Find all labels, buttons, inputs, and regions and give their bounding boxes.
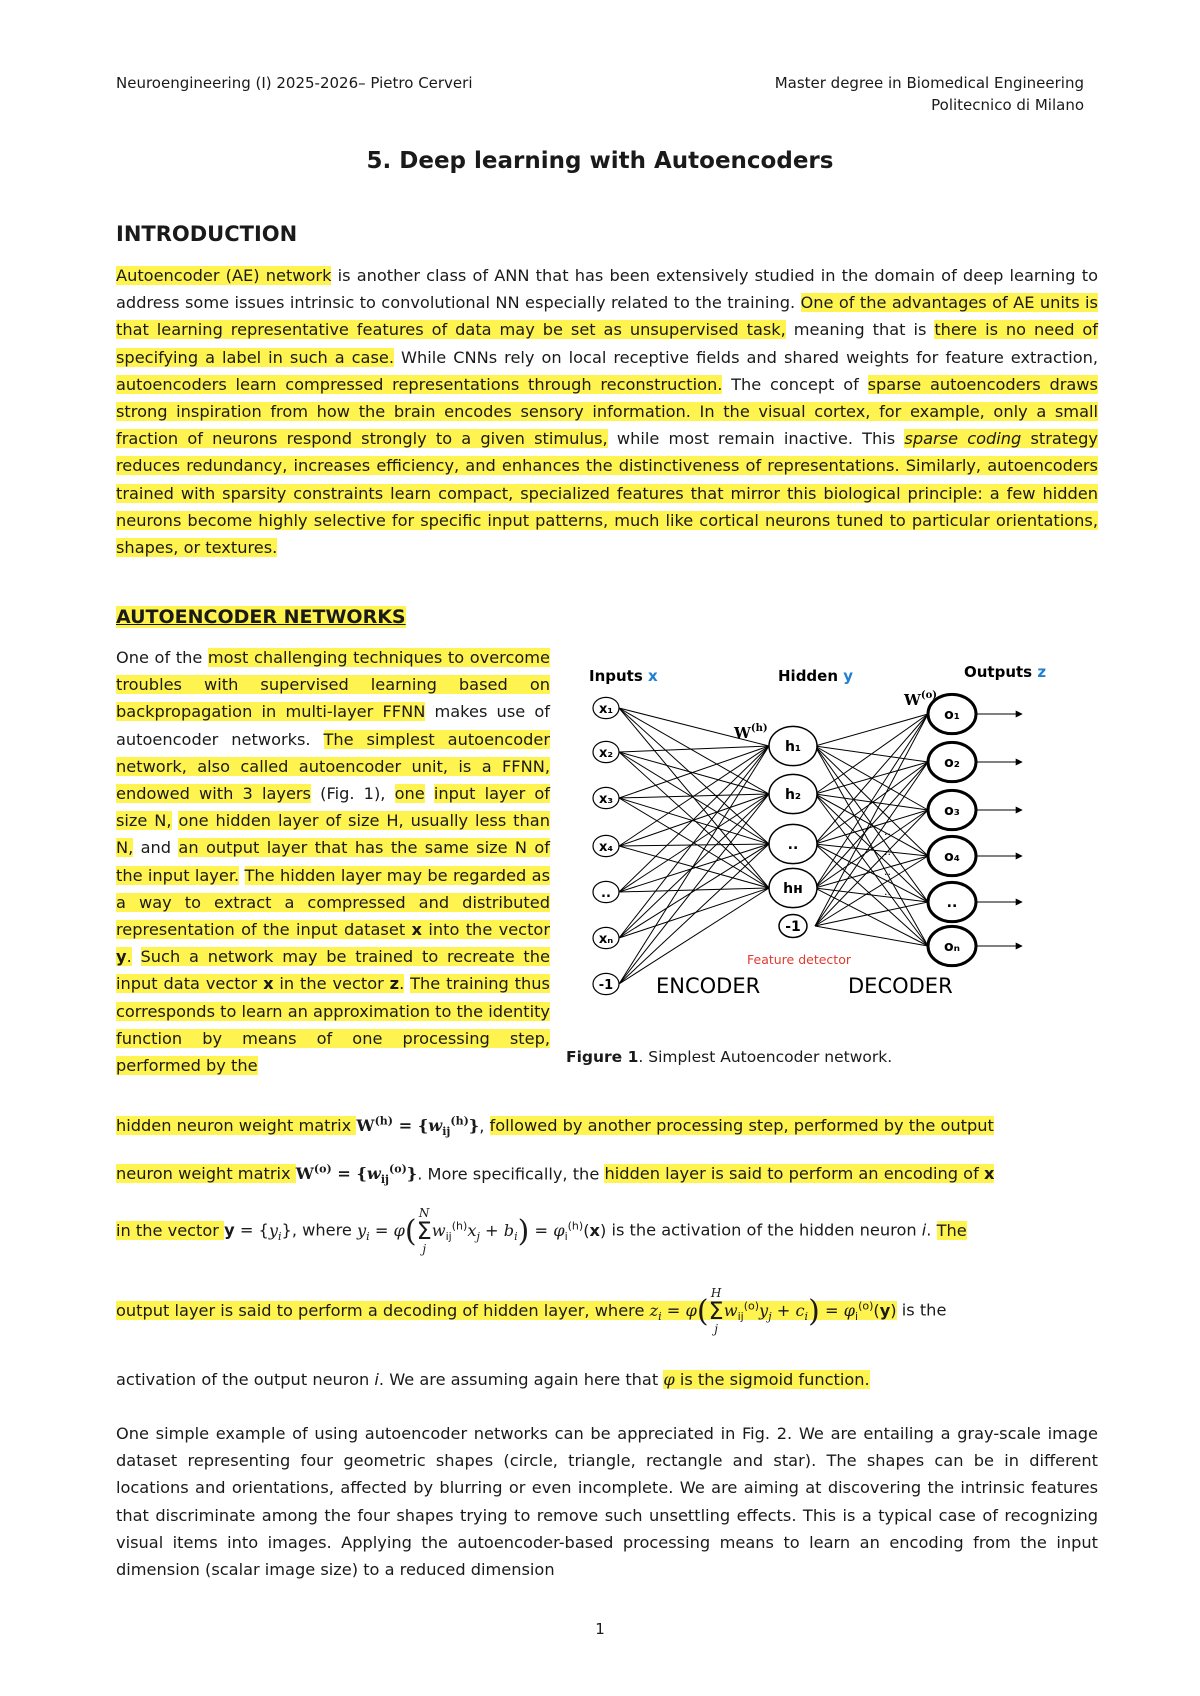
hl-text: The training thus corresponds to learn an approximation to the identity function by means of one processing step, performed by the: [116, 974, 550, 1076]
hl-text: Autoencoder (AE) network: [116, 266, 332, 285]
input-node: [593, 697, 619, 718]
ellipsis-dot: ··: [884, 868, 891, 881]
hidden-node-label: ..: [787, 837, 799, 853]
hl-text: φ is the sigmoid function.: [663, 1370, 870, 1389]
network-nodes: [593, 694, 976, 994]
page-number: 1: [595, 1620, 605, 1638]
edge-hidden-output: [815, 856, 928, 888]
figure-caption: [566, 1048, 892, 1066]
text: While CNNs rely on local receptive fields and shared weights for feature extraction,: [394, 347, 1098, 367]
input-node-label: x₄: [598, 840, 614, 855]
input-node: [593, 741, 619, 762]
text: i: [374, 1370, 379, 1389]
section-heading-autoencoder-networks: AUTOENCODER NETWORKS: [116, 606, 406, 628]
input-node-label: xₙ: [598, 932, 614, 947]
output-node-label: o₃: [944, 803, 960, 819]
encoder-label: ENCODER: [656, 974, 761, 998]
edge-hidden-output: [815, 794, 928, 902]
autoencoder-paragraph: [116, 644, 550, 1079]
hl-text: One of the advantages of AE units is that learning representative features of data may be set as unsupervised task,: [116, 293, 1098, 340]
emphasis-sparse-coding: sparse coding: [904, 429, 1022, 449]
input-node-label: x₁: [598, 702, 614, 717]
input-node: [593, 881, 619, 902]
output-node: [928, 790, 976, 829]
hl-text: most challenging techniques to overcome troubles with supervised learning based on backpropagation in multi-layer FFNN: [116, 648, 550, 722]
output-node-label: oₙ: [944, 939, 960, 955]
hidden-node: [769, 726, 817, 765]
text: is the activation of the hidden neuron: [606, 1220, 922, 1240]
output-node-label: o₄: [944, 849, 960, 865]
hl-text: neuron weight matrix: [116, 1164, 296, 1184]
vector-z: z: [389, 974, 400, 994]
vector-x: x: [411, 920, 422, 940]
text: .: [399, 974, 405, 994]
header-university: Politecnico di Milano: [931, 96, 1084, 114]
output-node-label: ..: [946, 895, 958, 911]
text: Such a network may be trained to recreate the input data vector: [116, 947, 551, 994]
outputs-var: z: [1037, 663, 1047, 681]
intro-paragraph: [116, 262, 1098, 561]
hl-text: The simplest autoencoder network, also called autoencoder unit, is a FFNN, endowed with 3 layers: [116, 729, 550, 804]
text: meaning that is: [785, 320, 935, 340]
hl-text: hidden neuron weight matrix: [116, 1116, 357, 1136]
autoencoder-network-figure: [566, 650, 1066, 1050]
output-node: [928, 742, 976, 781]
edge-hidden-output: [815, 714, 928, 888]
text: .: [926, 1220, 937, 1240]
text: is another class of ANN that has been extensively studied in the domain of deep learning to address some issues intrinsic to convolutional NN especially related to the training.: [116, 266, 1098, 313]
decoder-label: DECODER: [848, 974, 953, 998]
weight-label-hidden: $W^{(h)}$: [734, 723, 768, 742]
text: . More specifically, the: [417, 1164, 605, 1184]
hl-text: one hidden layer of size H, usually less than N,: [116, 811, 550, 858]
edge-hidden-output: [815, 762, 928, 926]
edge-input-hidden: [619, 746, 769, 938]
text: strategy reduces redundancy, increases efficiency, and enhances the distinctiveness of representations. Similarly, autoencoders trained with sparsity constraints learn compact, specialized features that mirror this biological principle: a few hidden neurons become highly selective for specific input patterns, much like cortical neurons tuned to particular orientations, shapes, or textures.: [116, 429, 1098, 558]
text: [425, 784, 434, 803]
output-node-label: o₂: [944, 755, 960, 771]
math-line-1: [116, 1108, 1098, 1146]
hidden-node: [769, 824, 817, 863]
text: into the vector: [421, 920, 550, 940]
header-program: Master degree in Biomedical Engineering: [774, 74, 1084, 92]
math-line-3: [116, 1206, 1098, 1256]
hidden-node: [779, 915, 807, 938]
input-node: [593, 973, 619, 994]
input-node-label: x₃: [598, 792, 614, 807]
output-node: [928, 882, 976, 921]
section-heading-introduction: INTRODUCTION: [116, 222, 298, 246]
text: and: [133, 838, 179, 858]
weight-label-output: $W^{(o)}$: [904, 690, 937, 709]
hidden-node-label: hʜ: [783, 881, 803, 897]
math-line-4: [116, 1286, 1098, 1336]
input-node: [593, 927, 619, 948]
output-node: [928, 926, 976, 965]
edge-hidden-output: [815, 762, 928, 794]
edge-hidden-output: [815, 926, 928, 946]
formula-y: $y = \{y_i\}$: [224, 1220, 292, 1243]
feature-detector-label: Feature detector: [747, 952, 851, 967]
input-node-label: -1: [598, 978, 614, 993]
inputs-label: Inputs x: [589, 667, 658, 685]
text: ,: [479, 1116, 490, 1136]
hidden-node-label: -1: [785, 919, 801, 935]
text: i: [921, 1220, 927, 1240]
document-title: 5. Deep learning with Autoencoders: [366, 148, 834, 174]
input-node-label: x₂: [598, 746, 614, 761]
hl-text: sparse autoencoders draws strong inspiration from how the brain encodes sensory information. In the visual cortex, for example, only a small fraction of neurons respond strongly to a given stimulus,: [116, 374, 1098, 449]
hidden-node-label: h₁: [784, 739, 802, 755]
text: while most remain inactive. This: [607, 429, 905, 449]
hl-text: The: [936, 1220, 967, 1240]
edge-input-hidden: [619, 746, 769, 892]
formula-weight-hidden: $W^{(h)} = \{w_{ij}^{(h)}\}$: [356, 1115, 480, 1139]
hidden-label: Hidden y: [778, 667, 854, 685]
hl-text: hidden layer is said to perform an encoding of x: [604, 1164, 995, 1184]
formula-output-activation: $z_i = \varphi(H$ Σ $jw_{ij}^{(o)}y_j + c_i) = \varphi_i^{(o)}(y)$: [649, 1286, 897, 1336]
edge-input-hidden: [619, 844, 769, 846]
hl-text: input layer of size N,: [116, 784, 550, 831]
hl-text: in the vector: [116, 1220, 225, 1240]
hl-text: [116, 429, 1098, 557]
output-node: [928, 836, 976, 875]
hl-text: there is no need of specifying a label in such a case.: [116, 320, 1099, 367]
text: (Fig. 1),: [311, 784, 395, 804]
text: The concept of: [722, 374, 868, 394]
hl-text: output layer is said to perform a decoding of hidden layer, where: [116, 1300, 650, 1320]
edge-input-hidden: [619, 798, 769, 844]
text: . We are assuming again here that: [378, 1370, 664, 1389]
text: One of the: [116, 648, 208, 667]
edge-input-hidden: [619, 888, 769, 984]
vector-x: x: [983, 1164, 995, 1184]
formula-hidden-activation: $y_i = \varphi(N$ Σ $jw_{ij}^{(h)}x_j + b_i) = \varphi_i^{(h)}(x)$: [356, 1206, 607, 1256]
edge-input-hidden: [619, 794, 769, 846]
text: makes use of autoencoder networks.: [116, 702, 550, 749]
figure-caption-label: Figure 1: [566, 1048, 639, 1066]
ellipsis-dot: ··: [884, 848, 891, 861]
hl-text: autoencoders learn compressed representations through reconstruction.: [116, 374, 723, 394]
math-line-5: [116, 1366, 1098, 1393]
header-right: [775, 72, 1084, 116]
math-line-2: [116, 1156, 1098, 1194]
text: activation of the output neuron: [116, 1370, 375, 1389]
text: is the: [896, 1300, 947, 1320]
hidden-node: [769, 774, 817, 813]
edge-input-hidden: [619, 746, 769, 846]
hidden-node: [769, 868, 817, 907]
outputs-label: Outputs z: [964, 663, 1047, 681]
text: , where: [291, 1220, 357, 1240]
text: .: [126, 947, 132, 967]
edge-hidden-output: [815, 714, 928, 746]
edge-hidden-output: [815, 794, 928, 946]
formula-weight-output: $W^{(o)} = \{w_{ij}^{(o)}\}$: [295, 1163, 418, 1187]
edge-hidden-output: [815, 714, 928, 926]
edge-input-hidden: [619, 752, 769, 844]
ellipsis-dot: ··: [884, 888, 891, 901]
edge-input-hidden: [619, 888, 769, 938]
text: The hidden layer may be regarded as a way to extract a compressed and distributed representation of the input dataset: [116, 865, 550, 940]
edge-input-hidden: [619, 794, 769, 938]
edge-hidden-output: [815, 794, 928, 810]
edge-hidden-output: [815, 714, 928, 794]
output-node-label: o₁: [944, 707, 960, 723]
edge-hidden-output: [815, 810, 928, 888]
input-node: [593, 787, 619, 808]
inputs-var: x: [648, 667, 658, 685]
hl-text: one: [394, 784, 425, 804]
ellipsis-dot: ··: [884, 828, 891, 841]
example-paragraph: One simple example of using autoencoder networks can be appreciated in Fig. 2. We are entailing a gray-scale image dataset representing four geometric shapes (circle, triangle, rectangle and star). The shapes can be in different locations and orientations, affected by blurring or even incomplete. We are aiming at discovering the intrinsic features that discriminate among the four shapes trying to remove such unsettling effects. This is a typical case of recognizing visual items into images. Applying the autoencoder-based processing means to learn an encoding from the input dimension (scalar image size) to a reduced dimension: [116, 1424, 1098, 1580]
vector-y: y: [116, 947, 127, 967]
text: [132, 947, 141, 966]
edge-input-hidden: [619, 794, 769, 892]
figure-caption-text: . Simplest Autoencoder network.: [638, 1048, 893, 1066]
hl-text: followed by another processing step, performed by the output: [489, 1116, 994, 1136]
input-node: [593, 835, 619, 856]
text: in the vector: [273, 974, 390, 994]
vector-x: x: [263, 974, 274, 994]
hidden-var: y: [843, 667, 854, 685]
input-node-label: ..: [601, 886, 611, 901]
header-left: Neuroengineering (I) 2025-2026– Pietro Cerveri: [116, 74, 473, 92]
hl-text: an output layer that has the same size N of the input layer.: [116, 838, 550, 885]
hidden-node-label: h₂: [784, 787, 802, 803]
